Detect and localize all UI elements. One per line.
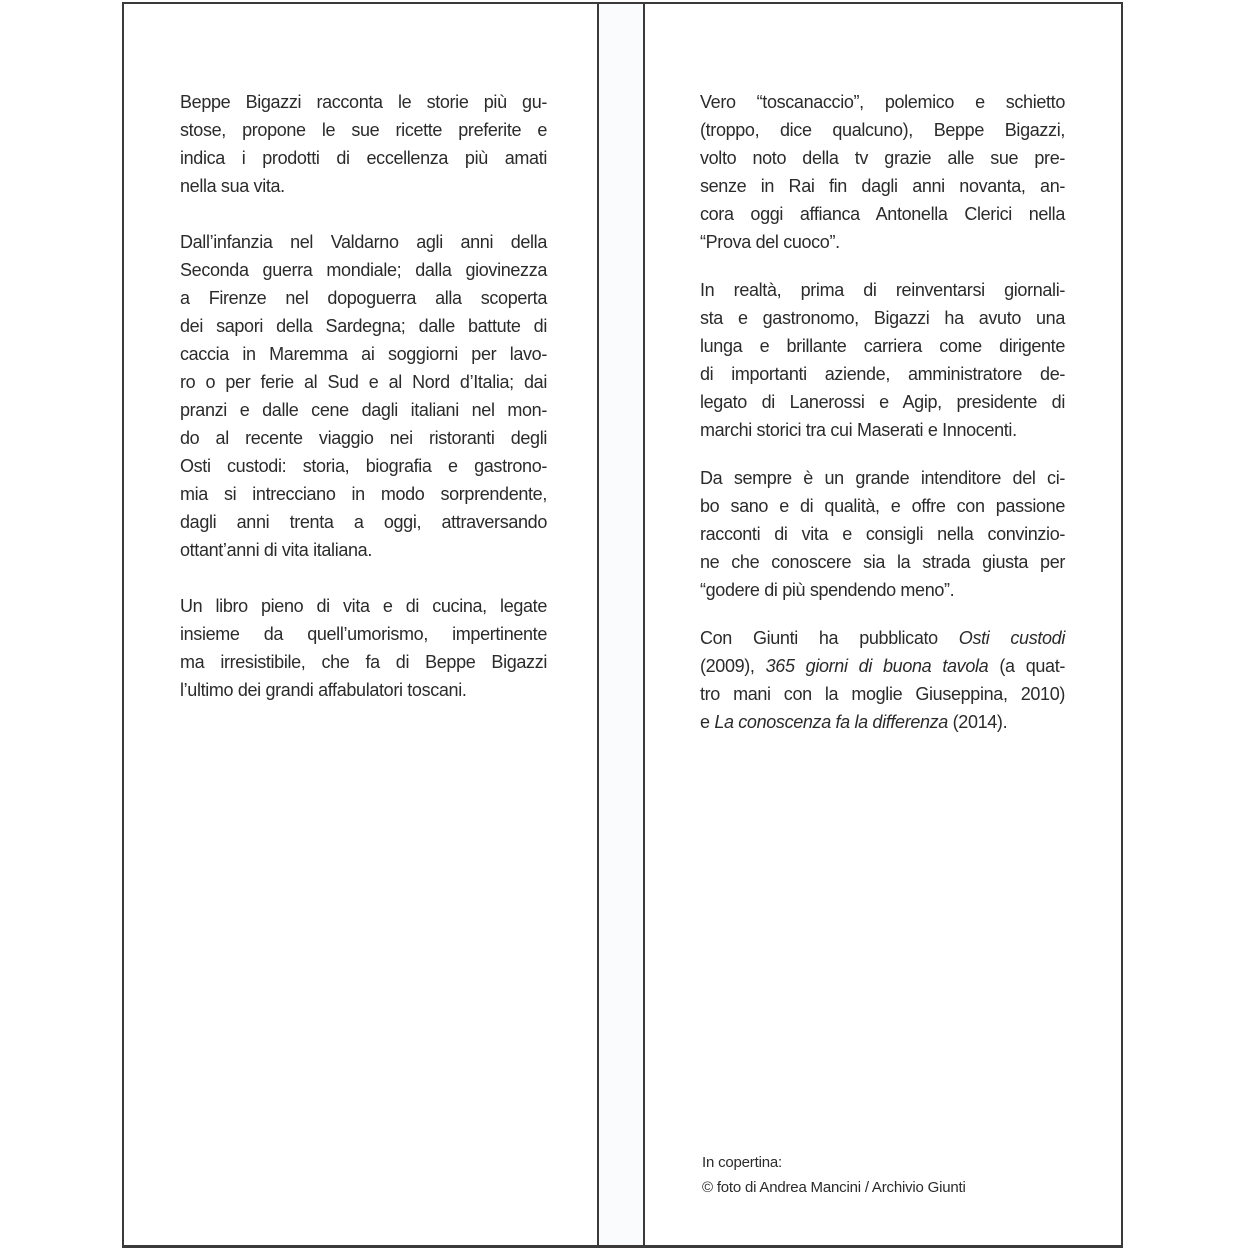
book-spread [122, 2, 1123, 1248]
text-segment: ottant’anni di vita italiana. [180, 540, 372, 560]
paragraph [700, 276, 1065, 444]
text-line [180, 424, 547, 452]
text-line [180, 284, 547, 312]
text-segment: ne che conoscere sia la strada giusta per [700, 552, 1065, 572]
text-segment: lunga e brillante carriera come dirigente [700, 336, 1065, 356]
book-title-italic: La conoscenza fa la differenza [714, 712, 948, 732]
text-segment: marchi storici tra cui Maserati e Innocenti. [700, 420, 1017, 440]
text-line [700, 228, 1065, 256]
text-segment: bo sano e di qualità, e offre con passione [700, 496, 1065, 516]
text-line [180, 144, 547, 172]
text-segment: Beppe Bigazzi racconta le storie più gu- [180, 92, 547, 112]
text-segment: Vero “toscanaccio”, polemico e schietto [700, 92, 1065, 112]
paragraph [700, 464, 1065, 604]
text-line [180, 676, 547, 704]
text-segment: insieme da quell’umorismo, impertinente [180, 624, 547, 644]
text-segment: caccia in Maremma ai soggiorni per lavo- [180, 344, 547, 364]
left-flap-page [122, 2, 599, 1248]
text-segment: (2009), [700, 656, 766, 676]
text-line [180, 368, 547, 396]
text-line [180, 256, 547, 284]
text-line [180, 592, 547, 620]
text-segment: ro o per ferie al Sud e al Nord d’Italia; dai [180, 372, 547, 392]
text-line [700, 116, 1065, 144]
text-line [180, 508, 547, 536]
text-segment: sta e gastronomo, Bigazzi ha avuto una [700, 308, 1065, 328]
text-line [700, 172, 1065, 200]
text-segment: legato di Lanerossi e Agip, presidente di [700, 392, 1065, 412]
text-line [180, 116, 547, 144]
text-line [700, 304, 1065, 332]
page-gutter [599, 2, 643, 1248]
text-line [700, 332, 1065, 360]
credit-line-2: © foto di Andrea Mancini / Archivio Giunti [702, 1179, 966, 1196]
text-segment: pranzi e dalle cene dagli italiani nel mon- [180, 400, 547, 420]
text-line [700, 88, 1065, 116]
text-segment: Da sempre è un grande intenditore del ci- [700, 468, 1065, 488]
text-line [180, 228, 547, 256]
text-segment: Osti custodi: storia, biografia e gastrono- [180, 456, 547, 476]
text-segment: Seconda guerra mondiale; dalla giovinezza [180, 260, 547, 280]
book-title-italic: 365 giorni di buona tavola [765, 656, 989, 676]
text-line [180, 648, 547, 676]
text-segment: a Firenze nel dopoguerra alla scoperta [180, 288, 547, 308]
text-line [700, 548, 1065, 576]
text-line [180, 396, 547, 424]
right-flap-page [643, 2, 1123, 1248]
text-segment: In realtà, prima di reinventarsi giornali- [700, 280, 1065, 300]
text-segment: l’ultimo dei grandi affabulatori toscani. [180, 680, 467, 700]
text-segment: volto noto della tv grazie alle sue pre- [700, 148, 1065, 168]
text-line [700, 576, 1065, 604]
text-segment: Dall’infanzia nel Valdarno agli anni della [180, 232, 547, 252]
text-line [700, 200, 1065, 228]
text-line [700, 388, 1065, 416]
text-line [700, 492, 1065, 520]
text-line [700, 520, 1065, 548]
text-segment: tro mani con la moglie Giuseppina, 2010) [700, 684, 1065, 704]
text-segment: “Prova del cuoco”. [700, 232, 840, 252]
text-segment: di importanti aziende, amministratore de- [700, 364, 1065, 384]
text-segment: nella sua vita. [180, 176, 285, 196]
text-line [700, 360, 1065, 388]
text-segment: dei sapori della Sardegna; dalle battute di [180, 316, 547, 336]
paragraph [700, 624, 1065, 736]
left-text-column [180, 88, 547, 704]
text-line [700, 708, 1065, 736]
book-title-italic: Osti custodi [958, 628, 1065, 648]
text-segment: racconti di vita e consigli nella convinzio- [700, 524, 1065, 544]
text-line [700, 624, 1065, 652]
text-line [180, 536, 547, 564]
text-segment: senze in Rai fin dagli anni novanta, an- [700, 176, 1065, 196]
text-line [180, 480, 547, 508]
text-line [700, 652, 1065, 680]
text-line [180, 452, 547, 480]
paragraph [180, 88, 547, 200]
text-line [700, 144, 1065, 172]
text-line [700, 276, 1065, 304]
cover-credit [702, 1150, 966, 1200]
text-segment: (a quat- [988, 656, 1066, 676]
right-text-column [700, 88, 1065, 736]
text-line [180, 340, 547, 368]
text-line [180, 88, 547, 116]
text-segment: (troppo, dice qualcuno), Beppe Bigazzi, [700, 120, 1065, 140]
paragraph [180, 228, 547, 564]
text-segment: Un libro pieno di vita e di cucina, legate [180, 596, 547, 616]
text-segment: e [700, 712, 715, 732]
text-line [180, 312, 547, 340]
text-line [180, 620, 547, 648]
text-line [180, 172, 547, 200]
text-segment: ma irresistibile, che fa di Beppe Bigazzi [180, 652, 547, 672]
text-line [700, 680, 1065, 708]
text-segment: Con Giunti ha pubblicato [700, 628, 959, 648]
paragraph [180, 592, 547, 704]
credit-line-1: In copertina: [702, 1154, 782, 1171]
text-segment: “godere di più spendendo meno”. [700, 580, 955, 600]
text-segment: mia si intrecciano in modo sorprendente, [180, 484, 547, 504]
text-segment: stose, propone le sue ricette preferite e [180, 120, 547, 140]
paragraph [700, 88, 1065, 256]
text-segment: indica i prodotti di eccellenza più amati [180, 148, 547, 168]
text-segment: (2014). [947, 712, 1008, 732]
text-segment: cora oggi affianca Antonella Clerici nella [700, 204, 1065, 224]
text-line [700, 416, 1065, 444]
text-line [700, 464, 1065, 492]
text-segment: do al recente viaggio nei ristoranti degli [180, 428, 547, 448]
text-segment: dagli anni trenta a oggi, attraversando [180, 512, 547, 532]
